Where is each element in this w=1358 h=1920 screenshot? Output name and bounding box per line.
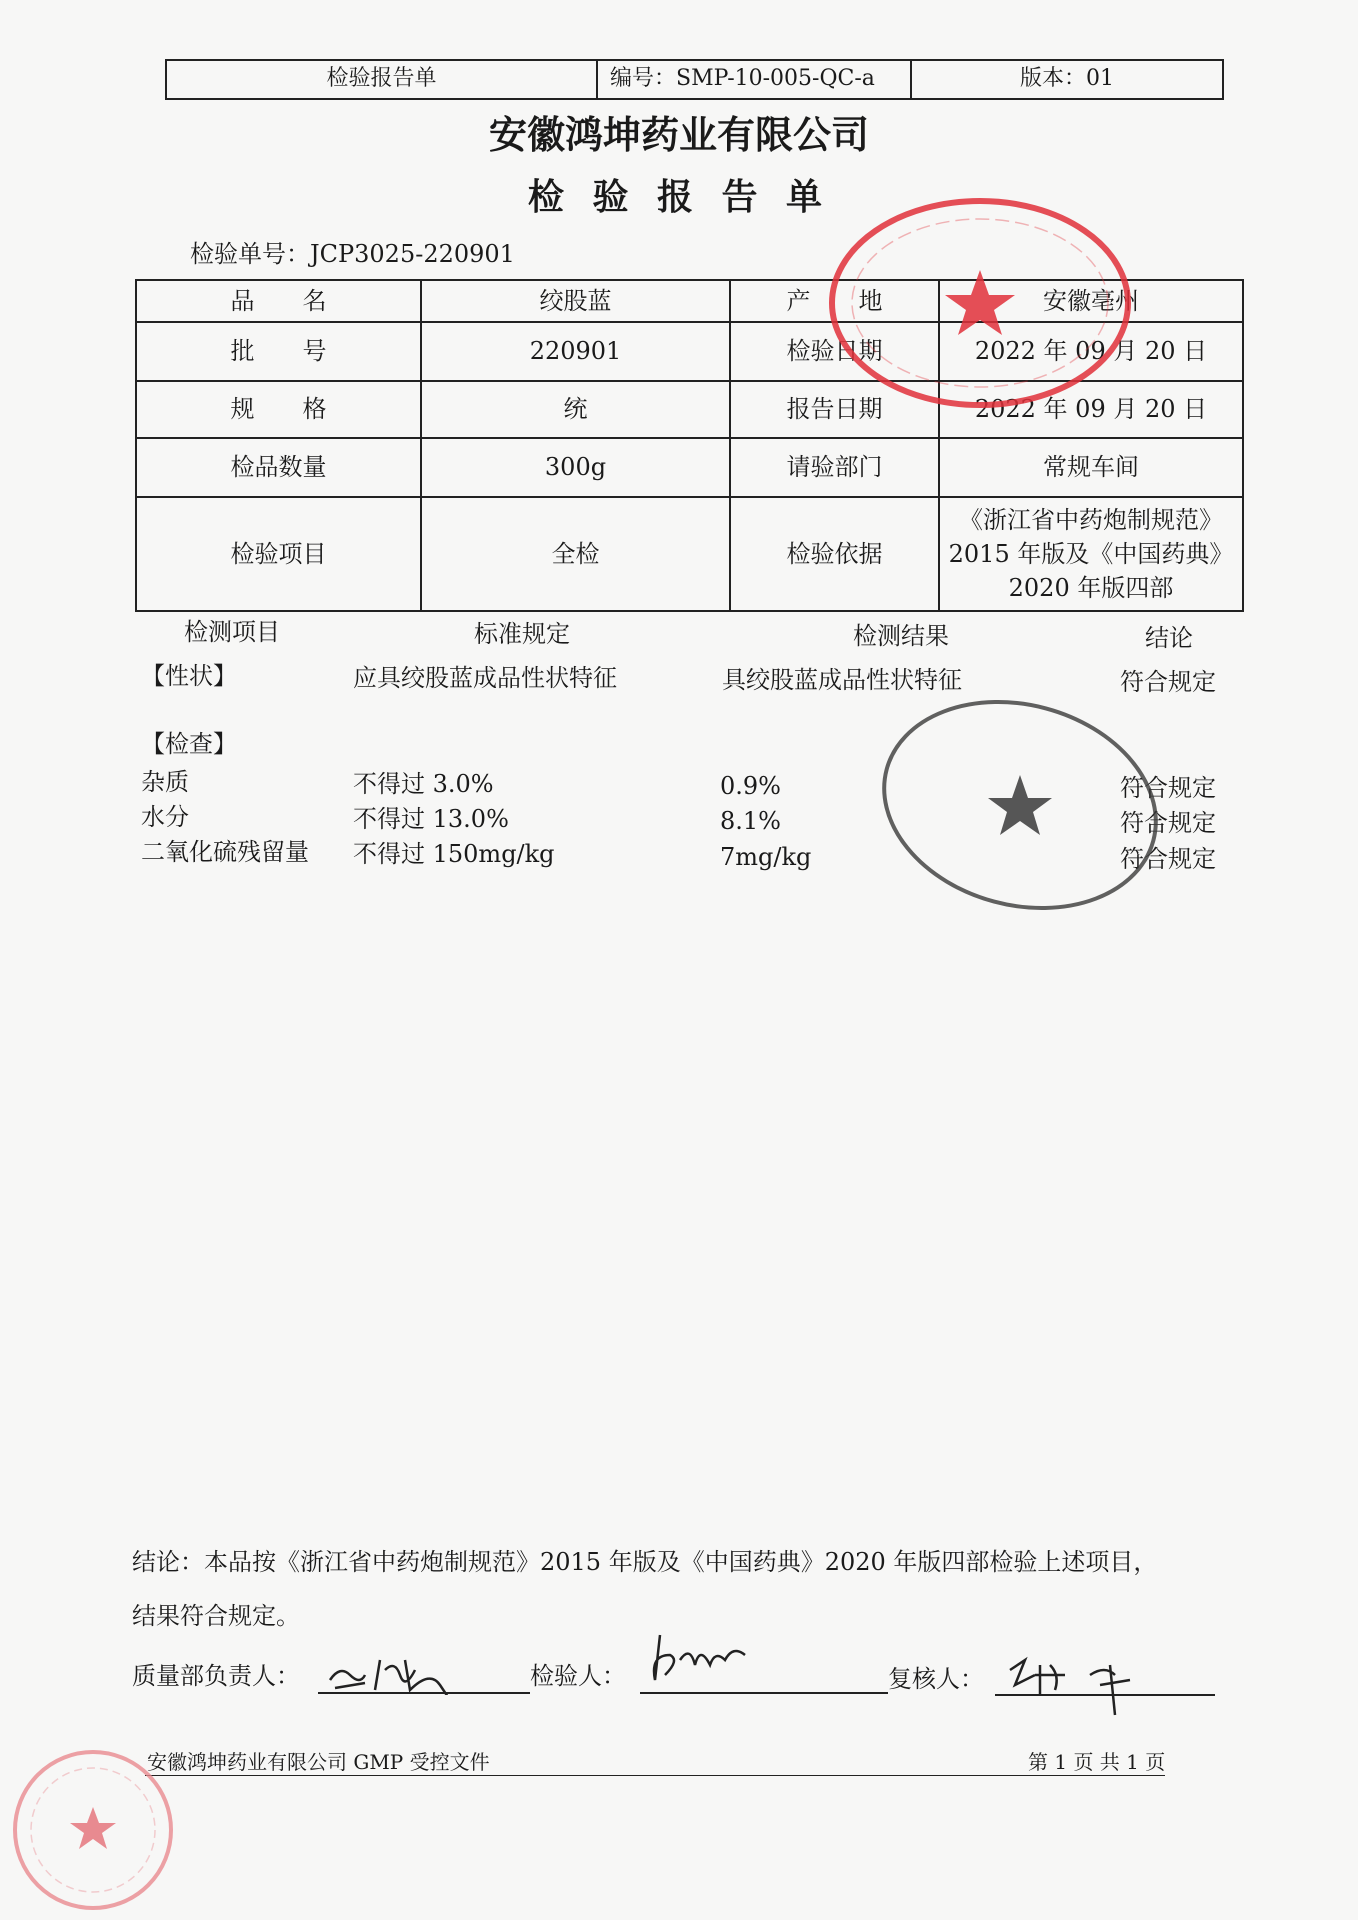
appearance-standard: 应具绞股蓝成品性状特征	[353, 664, 617, 692]
basis-line: 2020 年版四部	[1008, 574, 1174, 602]
col-header-conclusion: 结论	[1145, 624, 1193, 652]
check-result: 8.1%	[720, 807, 781, 835]
info-table	[135, 279, 1244, 612]
report-number: 检验单号：JCP3025-220901	[190, 240, 515, 268]
stamp-lettering-band	[31, 1768, 155, 1892]
gray-quality-stamp	[875, 695, 1165, 915]
value-inspection-date: 2022 年 09 月 20 日	[939, 322, 1243, 381]
check-conclusion: 符合规定	[1120, 774, 1216, 802]
signature-line	[640, 1692, 888, 1694]
conclusion-line-1: 结论：本品按《浙江省中药炮制规范》2015 年版及《中国药典》2020 年版四部检验上述项目，	[132, 1548, 1158, 1576]
company-title: 安徽鸿坤药业有限公司	[488, 112, 869, 157]
value-product-name: 绞股蓝	[421, 280, 730, 322]
footer-page-number: 第 1 页 共 1 页	[1028, 1750, 1166, 1774]
footer-controlled-doc: 安徽鸿坤药业有限公司 GMP 受控文件	[147, 1750, 490, 1774]
check-result: 0.9%	[720, 772, 781, 800]
value-department: 常规车间	[939, 438, 1243, 497]
form-header	[165, 59, 1224, 100]
table-row	[136, 322, 1243, 381]
stamp-ring	[875, 695, 1165, 915]
check-result: 7mg/kg	[720, 843, 812, 871]
col-header-standard: 标准规定	[474, 620, 570, 648]
value-spec: 统	[421, 381, 730, 438]
value-origin: 安徽亳州	[939, 280, 1243, 322]
label-batch: 批 号	[136, 322, 421, 381]
check-item: 二氧化硫残留量	[141, 838, 309, 866]
check-conclusion: 符合规定	[1120, 845, 1216, 873]
table-row	[136, 381, 1243, 438]
qa-head-signature	[325, 1650, 465, 1695]
label-inspection-date: 检验日期	[730, 322, 939, 381]
value-batch: 220901	[421, 322, 730, 381]
label-department: 请验部门	[730, 438, 939, 497]
table-row	[136, 438, 1243, 497]
label-origin: 产 地	[730, 280, 939, 322]
label-report-date: 报告日期	[730, 381, 939, 438]
value-test-items: 全检	[421, 497, 730, 611]
star-icon	[988, 775, 1052, 835]
appearance-result: 具绞股蓝成品性状特征	[722, 666, 962, 694]
label-basis: 检验依据	[730, 497, 939, 611]
conclusion-line-2: 结果符合规定。	[132, 1602, 300, 1630]
check-standard: 不得过 150mg/kg	[353, 840, 555, 868]
star-icon	[70, 1807, 116, 1849]
qa-head-label: 质量部负责人：	[132, 1662, 300, 1690]
basis-line: 《浙江省中药炮制规范》	[959, 506, 1223, 534]
check-standard: 不得过 13.0%	[353, 805, 509, 833]
check-standard: 不得过 3.0%	[353, 770, 494, 798]
table-row	[136, 280, 1243, 322]
label-product-name: 品 名	[136, 280, 421, 322]
value-basis	[939, 497, 1243, 611]
form-name: 检验报告单	[167, 61, 598, 98]
inspector-signature	[640, 1630, 770, 1690]
label-quantity: 检品数量	[136, 438, 421, 497]
version: 版本：01	[1020, 66, 1114, 92]
check-item: 杂质	[141, 768, 189, 796]
reviewer-label: 复核人：	[888, 1665, 984, 1693]
value-quantity: 300g	[421, 438, 730, 497]
col-header-result: 检测结果	[853, 622, 949, 650]
check-conclusion: 符合规定	[1120, 809, 1216, 837]
section-checks: 【检查】	[141, 730, 237, 758]
reviewer-signature	[1000, 1650, 1150, 1720]
report-title: 检 验 报 告 单	[527, 176, 831, 218]
footer-rule	[145, 1775, 1165, 1776]
section-appearance: 【性状】	[141, 662, 237, 690]
appearance-conclusion: 符合规定	[1120, 668, 1216, 696]
label-spec: 规 格	[136, 381, 421, 438]
label-test-items: 检验项目	[136, 497, 421, 611]
value-report-date: 2022 年 09 月 20 日	[939, 381, 1243, 438]
doc-code: 编号：SMP-10-005-QC-a	[598, 61, 912, 98]
inspector-label: 检验人：	[530, 1662, 626, 1690]
basis-line: 2015 年版及《中国药典》	[948, 540, 1234, 568]
check-item: 水分	[141, 803, 189, 831]
table-row	[136, 497, 1243, 611]
col-header-item: 检测项目	[184, 618, 280, 646]
